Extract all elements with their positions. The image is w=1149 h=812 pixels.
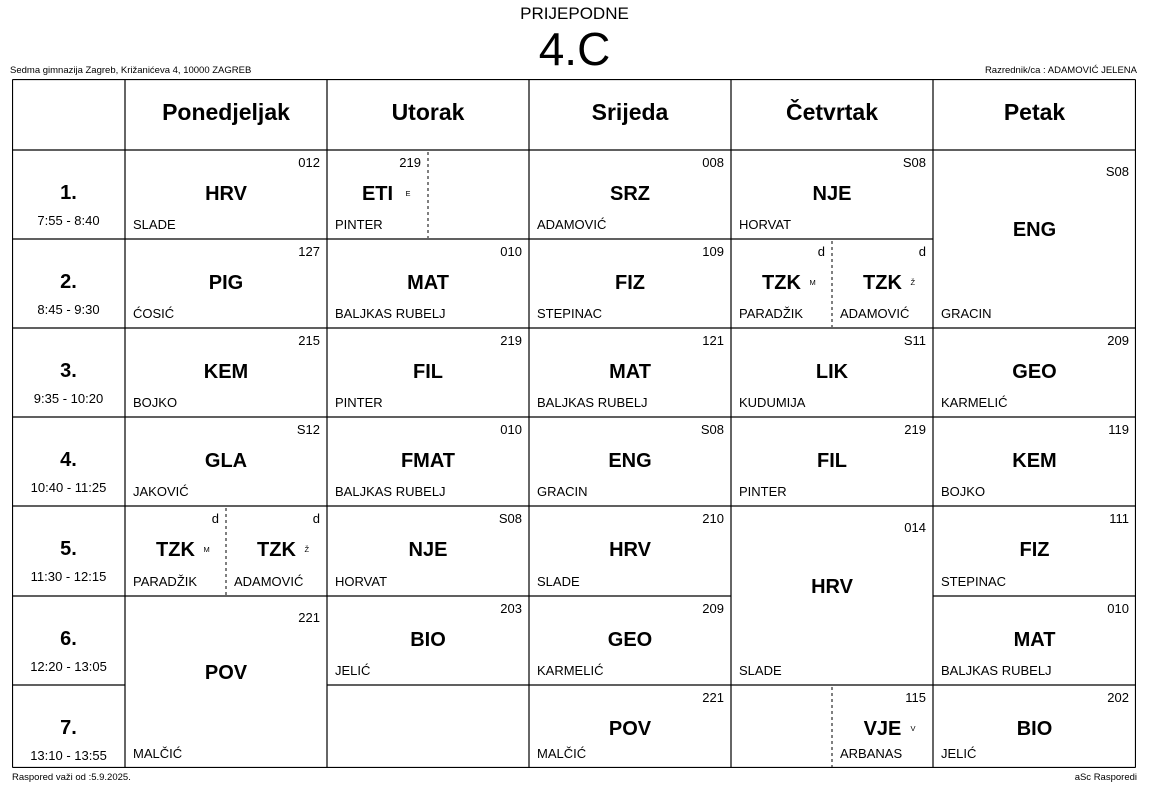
subject-code: GLA (204, 450, 248, 472)
subject-code: HRV (205, 183, 247, 205)
subject-code: MAT (1013, 629, 1056, 651)
room-number: 119 (1108, 422, 1129, 437)
teacher-name: BALJKAS RUBELJ (335, 484, 446, 499)
subject-code: ETI (361, 183, 394, 205)
subject-code: FMAT (400, 450, 456, 472)
teacher-name: STEPINAC (537, 306, 603, 321)
teacher-name: JAKOVIĆ (133, 484, 189, 499)
subject-code: TZK (257, 539, 296, 561)
teacher-name: KUDUMIJA (739, 395, 806, 410)
teacher-name: PINTER (335, 217, 383, 232)
room-number: S12 (296, 422, 320, 437)
period-number: 5. (60, 538, 77, 560)
group-tag: V (910, 724, 916, 733)
subject-code: SRZ (610, 183, 650, 205)
room-number: 209 (1107, 333, 1129, 348)
teacher-name: SLADE (537, 574, 580, 589)
room-number: 012 (298, 155, 320, 170)
room-number: d (312, 511, 320, 526)
subject-code: GEO (1012, 361, 1057, 383)
app-name: aSc Rasporedi (1074, 772, 1137, 783)
subject-code: TZK (762, 272, 801, 294)
group-tag: E (405, 189, 411, 198)
subject-code: LIK (815, 361, 849, 383)
room-number: d (211, 511, 219, 526)
room-number: 202 (1107, 690, 1129, 705)
subject-code: FIZ (615, 272, 645, 294)
room-number: S08 (498, 511, 522, 526)
period-number: 2. (60, 271, 77, 293)
group-tag: M (809, 278, 816, 287)
subject-code: HRV (609, 539, 651, 561)
subject-code: ENG (1012, 219, 1057, 241)
valid-from: Raspored važi od :5.9.2025. (12, 772, 131, 783)
teacher-name: KARMELIĆ (941, 395, 1008, 410)
period-number: 6. (60, 628, 77, 650)
teacher-name: JELIĆ (941, 746, 977, 761)
subject-code: NJE (408, 539, 448, 561)
teacher-name: STEPINAC (941, 574, 1007, 589)
room-number: d (817, 244, 825, 259)
period-time: 7:55 - 8:40 (37, 213, 100, 228)
subject-code: PIG (208, 272, 244, 294)
subject-code: BIO (410, 629, 446, 651)
room-number: 010 (500, 422, 522, 437)
room-number: 010 (1107, 601, 1129, 616)
room-number: 111 (1109, 511, 1129, 526)
room-number: 014 (904, 520, 926, 535)
room-number: 210 (702, 511, 724, 526)
teacher-name: SLADE (133, 217, 176, 232)
subject-code: MAT (407, 272, 449, 294)
room-number: 219 (399, 155, 421, 170)
teacher-name: MALČIĆ (133, 746, 183, 761)
subject-code: VJE (863, 718, 902, 740)
teacher-name: MALČIĆ (537, 746, 587, 761)
period-time: 10:40 - 11:25 (30, 480, 107, 495)
teacher-name: BALJKAS RUBELJ (941, 663, 1052, 678)
room-number: S08 (1105, 164, 1129, 179)
room-number: 221 (298, 610, 320, 625)
subject-code: BIO (1016, 718, 1053, 740)
period-number: 7. (60, 717, 77, 739)
subject-code: FIL (413, 361, 443, 383)
room-number: 127 (298, 244, 320, 259)
teacher-name: ĆOSIĆ (133, 306, 175, 321)
teacher-name: PARADŽIK (133, 574, 198, 589)
timetable-grid (12, 79, 1136, 768)
teacher-name: HORVAT (335, 574, 388, 589)
day-header: Petak (1003, 99, 1066, 125)
teacher-name: GRACIN (941, 306, 992, 321)
room-number: 121 (702, 333, 724, 348)
teacher-name: KARMELIĆ (537, 663, 604, 678)
group-tag: Ž (910, 278, 916, 287)
subject-code: TZK (863, 272, 902, 294)
period-number: 1. (60, 182, 77, 204)
group-tag: Ž (304, 545, 310, 554)
teacher-name: ADAMOVIĆ (840, 306, 910, 321)
room-number: d (918, 244, 926, 259)
group-tag: M (203, 545, 210, 554)
teacher-name: PINTER (335, 395, 383, 410)
room-number: 109 (702, 244, 724, 259)
room-number: S08 (902, 155, 926, 170)
subject-code: KEM (1012, 450, 1057, 472)
teacher-name: BALJKAS RUBELJ (335, 306, 446, 321)
room-number: 010 (500, 244, 522, 259)
subject-code: MAT (609, 361, 651, 383)
period-time: 11:30 - 12:15 (30, 569, 107, 584)
room-number: 219 (904, 422, 926, 437)
teacher-name: PINTER (739, 484, 787, 499)
teacher-name: GRACIN (537, 484, 588, 499)
school-address: Sedma gimnazija Zagreb, Križanićeva 4, 10000 ZAGREB (10, 65, 252, 76)
teacher-name: ADAMOVIĆ (234, 574, 304, 589)
teacher-name: ADAMOVIĆ (537, 217, 607, 232)
teacher-name: BOJKO (133, 395, 178, 410)
day-header: Utorak (391, 99, 465, 125)
period-time: 12:20 - 13:05 (30, 659, 107, 674)
room-number: 219 (500, 333, 522, 348)
day-header: Četvrtak (785, 99, 879, 125)
subject-code: FIL (817, 450, 847, 472)
subject-code: FIZ (1019, 539, 1050, 561)
subject-code: NJE (812, 183, 852, 205)
period-number: 3. (60, 360, 77, 382)
subject-code: GEO (607, 629, 653, 651)
subject-code: HRV (811, 575, 853, 598)
subject-code: ENG (608, 450, 652, 472)
period-time: 13:10 - 13:55 (30, 748, 107, 763)
teacher-name: PARADŽIK (739, 306, 804, 321)
class-teacher: Razrednik/ca : ADAMOVIĆ JELENA (984, 65, 1137, 76)
subject-code: POV (608, 718, 652, 740)
day-header: Ponedjeljak (162, 99, 290, 125)
room-number: 008 (702, 155, 724, 170)
period-time: 9:35 - 10:20 (33, 391, 104, 406)
teacher-name: BOJKO (941, 484, 986, 499)
teacher-name: BALJKAS RUBELJ (537, 395, 648, 410)
period-label: PRIJEPODNE (520, 4, 629, 23)
room-number: S11 (903, 333, 926, 348)
room-number: 221 (702, 690, 724, 705)
room-number: 203 (500, 601, 522, 616)
teacher-name: HORVAT (739, 217, 792, 232)
room-number: 115 (905, 690, 926, 705)
subject-code: KEM (203, 361, 249, 383)
subject-code: POV (204, 662, 248, 684)
subject-code: TZK (156, 539, 195, 561)
day-header: Srijeda (591, 99, 669, 125)
teacher-name: JELIĆ (335, 663, 371, 678)
period-number: 4. (60, 449, 77, 471)
teacher-name: SLADE (739, 663, 782, 678)
room-number: S08 (700, 422, 724, 437)
period-time: 8:45 - 9:30 (37, 302, 100, 317)
class-name: 4.C (538, 23, 611, 75)
room-number: 215 (298, 333, 320, 348)
teacher-name: ARBANAS (840, 746, 903, 761)
room-number: 209 (702, 601, 724, 616)
